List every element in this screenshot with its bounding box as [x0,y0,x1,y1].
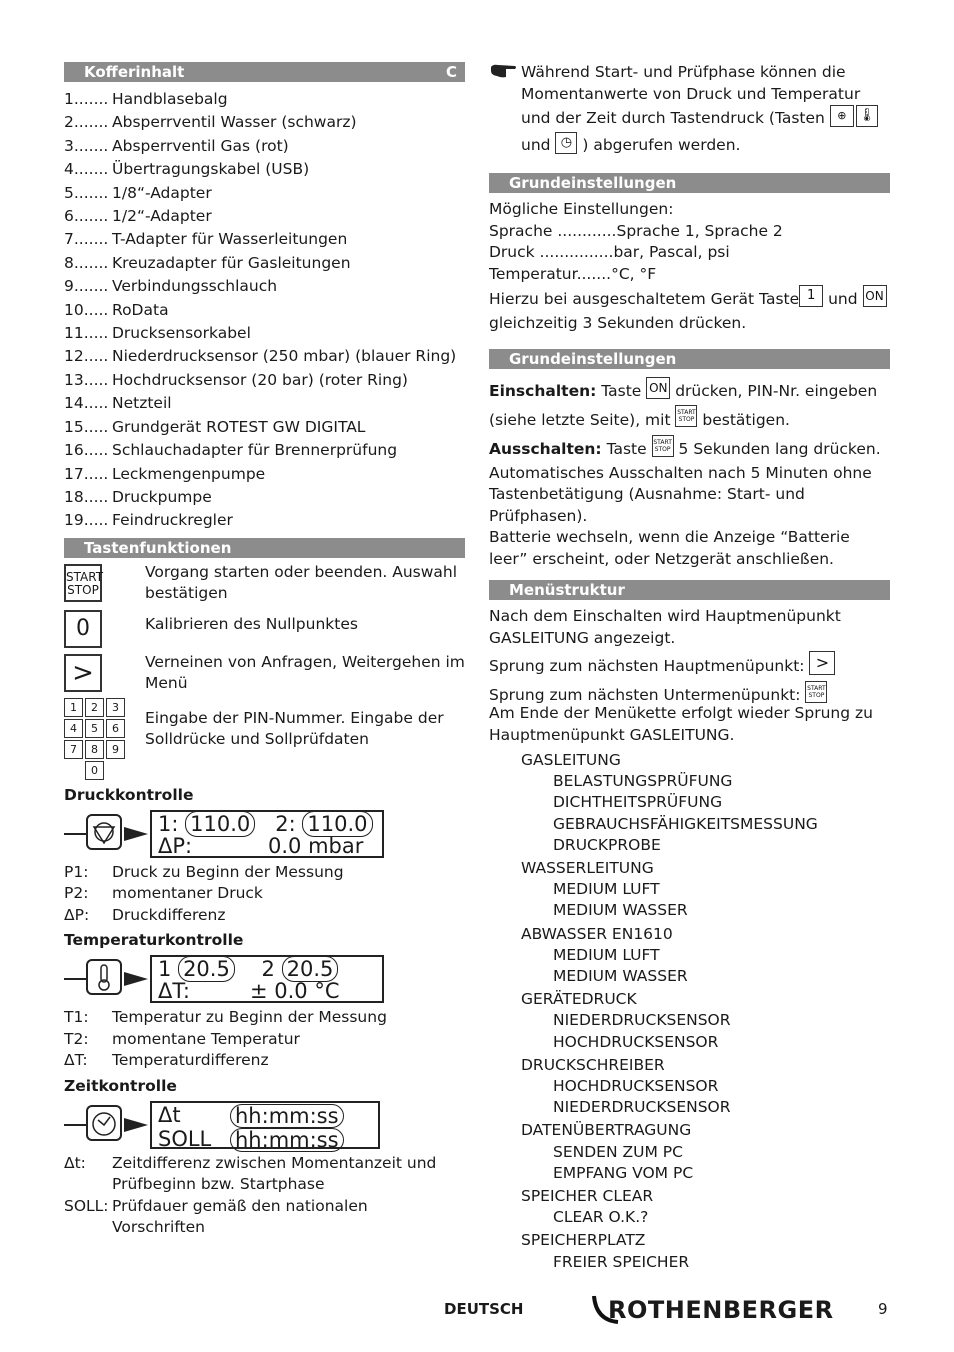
setting-row [489,264,890,286]
menu-item: DATENÜBERTRAGUNG [521,1121,692,1140]
list-item [64,252,465,275]
menu-block [489,606,890,1273]
item-number: 19..... [64,511,109,530]
lcd-value: 0.0 mbar [268,833,364,858]
menu-item: ABWASSER EN1610 [521,924,673,943]
item-number: 15..... [64,417,109,436]
text-line: GASLEITUNG angezeigt. [489,628,676,647]
item-text: Feindruckregler [112,511,233,530]
setting-value: Sprache 1, Sprache 2 [616,221,783,240]
definition-key: P2: [64,884,89,903]
pressure-icon [86,814,122,850]
text: drücken, PIN-Nr. eingeben [675,381,878,400]
item-text: Kreuzadapter für Gasleitungen [112,253,351,272]
setting-key: Sprache ............ [489,221,617,240]
note-line [521,132,890,159]
item-number: 6....... [64,207,109,226]
lcd-value: 20.5 [282,956,339,982]
submenu-item: SENDEN ZUM PC [553,1142,683,1161]
menu-group [489,1230,890,1272]
list-item [64,392,465,415]
definition-key: ΔT: [64,1051,88,1070]
text: bestätigen. [702,410,790,429]
menu-item: DRUCKSCHREIBER [521,1055,665,1074]
item-text: Leckmengenpumpe [112,464,266,483]
druckkontrolle-heading: Druckkontrolle [64,785,194,804]
definition-row [64,862,465,884]
left-column [64,62,465,1239]
submenu-item: EMPFANG VOM PC [553,1163,694,1182]
key-function-text: Vorgang starten oder beenden. Auswahl bestätigen [145,562,458,602]
item-text: Absperrventil Gas (rot) [112,136,289,155]
lcd-value: hh:mm:ss [230,1128,344,1152]
submenu-item: NIEDERDRUCKSENSOR [553,1011,731,1030]
key-function-text: Kalibrieren des Nullpunktes [145,614,358,633]
footer-language: DEUTSCH [444,1300,524,1318]
definition-key: Δt: [64,1153,86,1172]
text-line: Tastenbetätigung (Ausnahme: Start- und [489,485,805,503]
note-line: Während Start- und Prüfphase können die [521,63,846,81]
key-function-text: Verneinen von Anfragen, Weitergehen im Menü [145,652,465,692]
text-line: gleichzeitig 3 Sekunden drücken. [489,314,747,332]
item-text: RoData [112,300,169,319]
einschalten-block [489,377,890,571]
section-header-grundeinstellungen-2 [489,349,890,369]
item-number: 13..... [64,370,109,389]
text-line: Am Ende der Menükette erfolgt wieder Sprung zu [489,704,873,722]
submenu-item: MEDIUM WASSER [553,967,688,986]
tastenfunktionen-list [64,564,465,780]
definition-text: Temperatur zu Beginn der Messung [112,1008,387,1027]
item-number: 8....... [64,253,109,272]
clock-key-icon: ◷ [555,132,577,154]
item-text: Netzteil [112,394,172,413]
keypad-key: 9 [106,740,125,759]
list-item [64,299,465,322]
definition-text: momentaner Druck [112,884,263,903]
definition-row [64,1007,465,1029]
definition-key: P1: [64,862,89,881]
text-line: Mögliche Einstellungen: [489,200,674,218]
keypad-key: 1 [64,698,83,717]
item-number: 14..... [64,394,109,413]
item-number: 1....... [64,90,109,108]
definition-row [64,1153,465,1196]
list-item [64,88,465,111]
lcd-label: ΔP: [158,833,193,858]
grundeinstellungen-block [489,199,890,335]
item-text: Hochdrucksensor (20 bar) (roter Ring) [112,370,408,389]
menu-tree [489,750,890,1273]
list-item [64,439,465,462]
page-number: 9 [878,1300,888,1318]
item-number: 16..... [64,441,109,460]
pressure-display [64,810,465,862]
zeitkontrolle-heading: Zeitkontrolle [64,1076,177,1095]
brand-logo [598,1296,834,1324]
hint-text: Hierzu bei ausgeschaltetem Gerät Taste [489,290,800,308]
text-line: Prüfphasen). [489,506,588,525]
kofferinhalt-list [64,88,465,533]
list-item [64,322,465,345]
item-number: 11..... [64,324,109,343]
start-stop-key-icon: START STOP [652,435,674,457]
text-line [489,285,890,313]
item-text: T-Adapter für Wasserleitungen [112,230,348,249]
list-item [64,111,465,134]
definition-text: Druckdifferenz [112,905,226,924]
temp-definitions [64,1007,465,1072]
note-text: und [521,136,551,154]
key-function-row [64,610,465,654]
menu-item: SPEICHERPLATZ [521,1231,646,1250]
start-stop-key-icon: START STOP [675,405,697,427]
time-lcd [150,1101,380,1152]
druck-definitions [64,862,465,927]
item-number: 5....... [64,183,109,202]
note-text: ) abgerufen werden. [582,136,741,154]
definition-row [64,1196,465,1239]
menu-item: GASLEITUNG [521,751,621,769]
menu-group [489,1120,890,1184]
text: Taste [606,439,647,458]
lcd-label: 1: [158,811,179,836]
text: 5 Sekunden lang drücken. [678,439,881,458]
next-key-icon: > [809,651,835,675]
menu-item: GERÄTEDRUCK [521,990,637,1009]
definition-row [64,1050,465,1072]
temperature-display [64,955,465,1007]
item-number: 7....... [64,230,109,249]
section-title: Grundeinstellungen [509,174,677,192]
section-header-tastenfunktionen [64,538,465,558]
menu-group [489,750,890,856]
setting-key: Temperatur....... [489,264,612,283]
item-text: 1/2“-Adapter [112,207,212,226]
temperaturkontrolle-heading: Temperaturkontrolle [64,931,244,950]
item-text: Handblasebalg [112,90,228,108]
item-text: Druckpumpe [112,487,212,506]
menu-group [489,1055,890,1119]
text-line: Automatisches Ausschalten nach 5 Minuten ohne [489,463,872,482]
page-footer [0,1296,954,1336]
definition-key: SOLL: [64,1196,109,1215]
submenu-item: BELASTUNGSPRÜFUNG [553,772,733,791]
item-number: 10..... [64,300,109,319]
zeit-definitions [64,1153,465,1239]
definition-key: T2: [64,1029,89,1048]
item-text: Schlauchadapter für Brennerprüfung [112,441,398,460]
key-function-row [64,564,465,610]
list-item [64,416,465,439]
submenu-item: DICHTHEITSPRÜFUNG [553,793,723,812]
setting-key: Druck ............... [489,243,614,261]
keypad-key: 5 [85,719,104,738]
definition-text: Temperaturdifferenz [112,1051,269,1070]
brand-name: ROTHENBERGER [608,1296,834,1324]
text: (siehe letzte Seite), mit [489,410,671,429]
section-header-grundeinstellungen [489,173,890,193]
section-title: Grundeinstellungen [509,349,677,368]
menu-group [489,1186,890,1228]
lcd-value: 110.0 [302,811,372,837]
zero-key-icon: 0 [64,610,102,648]
keypad-key: 8 [85,740,104,759]
setting-row [489,221,890,243]
keypad-key: 0 [85,761,104,780]
text: Taste [601,381,642,400]
menu-group [489,989,890,1053]
item-number: 17..... [64,464,109,483]
submenu-item: MEDIUM LUFT [553,880,660,899]
lcd-value: 110.0 [185,811,255,837]
thermometer-key-icon: 🌡 [856,105,878,127]
lcd-value: 20.5 [178,956,235,982]
pressure-lcd [150,810,384,858]
list-item [64,135,465,158]
text-line: leer” erscheint, oder Netzgerät anschließen. [489,549,834,568]
text-line: Hauptmenüpunkt GASLEITUNG. [489,725,735,744]
submenu-item: MEDIUM WASSER [553,901,688,920]
item-text: Absperrventil Wasser (schwarz) [112,113,357,132]
text-line: Nach dem Einschalten wird Hauptmenüpunkt [489,607,841,625]
submenu-item: CLEAR O.K.? [553,1208,649,1227]
item-text: Grundgerät ROTEST GW DIGITAL [112,417,366,436]
thermometer-icon [86,959,122,995]
lcd-value: ± 0.0 °C [250,979,340,1004]
keypad-key: 7 [64,740,83,759]
list-item [64,275,465,298]
menu-item: WASSERLEITUNG [521,859,654,878]
section-title: Tastenfunktionen [84,538,232,557]
right-column [489,62,890,1275]
section-tag: C [445,63,457,81]
item-number: 12..... [64,347,109,366]
item-number: 4....... [64,160,109,179]
section-title: Menüstruktur [509,581,625,599]
menu-item: SPEICHER CLEAR [521,1187,654,1206]
lcd-label: ΔT: [158,979,190,1004]
clock-icon [86,1105,122,1141]
list-item [64,205,465,228]
temperature-lcd [150,955,384,1003]
definition-text: Zeitdifferenz zwischen Momentanzeit und Prüfbeginn bzw. Startphase [112,1153,437,1194]
list-item [64,182,465,205]
submenu-item: NIEDERDRUCKSENSOR [553,1098,731,1117]
definition-text: Prüfdauer gemäß den nationalen Vorschriften [112,1196,368,1237]
lcd-label: 2: [275,811,296,836]
note-text: und der Zeit durch Tastendruck (Tasten [521,109,825,127]
lcd-label: SOLL [158,1126,212,1151]
section-header-kofferinhalt [64,62,465,82]
keypad-key: 2 [85,698,104,717]
next-key-icon: > [64,654,102,692]
item-text: Verbindungsschlauch [112,277,278,296]
key-1-icon: 1 [799,285,823,307]
list-item [64,369,465,392]
item-number: 18..... [64,487,109,506]
list-item [64,345,465,368]
list-item [64,228,465,251]
text-line [489,435,890,463]
submenu-item: HOCHDRUCKSENSOR [553,1077,719,1096]
note-block [489,62,890,159]
keypad-key: 6 [106,719,125,738]
key-function-text: Eingabe der PIN-Nummer. Eingabe der Solldrücke und Sollprüfdaten [145,708,444,748]
item-text: 1/8“-Adapter [112,183,212,202]
menu-group [489,924,890,988]
lcd-label: Δt [158,1102,181,1127]
text-line [489,651,890,681]
on-key-icon: ON [863,285,887,307]
list-item [64,509,465,532]
lcd-label: 2 [261,957,275,982]
item-number: 9....... [64,277,109,296]
section-header-menuestruktur [489,580,890,600]
text-line [489,377,890,405]
definition-text: Druck zu Beginn der Messung [112,862,344,881]
text: Sprung zum nächsten Untermenüpunkt: [489,686,801,704]
lcd-label: 1 [158,957,172,982]
setting-value: bar, Pascal, psi [613,243,730,261]
menu-group [489,858,890,922]
submenu-item: HOCHDRUCKSENSOR [553,1032,719,1051]
submenu-item: GEBRAUCHSFÄHIGKEITSMESSUNG [553,814,818,833]
submenu-item: FREIER SPEICHER [553,1252,690,1271]
section-title: Kofferinhalt [84,63,185,81]
hint-text: und [828,290,858,308]
definition-text: momentane Temperatur [112,1029,300,1048]
item-text: Drucksensorkabel [112,324,251,343]
list-item [64,158,465,181]
key-function-row [64,698,465,780]
definition-row [64,1029,465,1051]
on-key-icon: ON [646,377,670,399]
submenu-item: MEDIUM LUFT [553,945,660,964]
note-line [521,105,890,132]
time-display [64,1101,465,1153]
start-stop-key-icon: START STOP [805,681,827,703]
text-line: Batterie wechseln, wenn die Anzeige “Batterie [489,528,850,546]
pressure-key-icon: ⊕ [830,105,854,127]
key-function-row [64,654,465,698]
bold-label: Ausschalten: [489,439,602,458]
start-stop-key-icon: START STOP [64,564,102,602]
setting-value: °C, °F [611,264,657,283]
item-text: Niederdrucksensor (250 mbar) (blauer Ring) [112,347,457,366]
settings-list [489,221,890,286]
text: Sprung zum nächsten Hauptmenüpunkt: [489,657,805,675]
lcd-value: hh:mm:ss [230,1104,344,1128]
keypad-key: 3 [106,698,125,717]
definition-key: T1: [64,1008,89,1027]
definition-row [64,905,465,927]
note-line: Momentanwerte von Druck und Temperatur [521,84,861,103]
list-item [64,486,465,509]
keypad-icon [64,698,125,780]
item-number: 3....... [64,136,109,155]
setting-row [489,242,890,264]
definition-key: ΔP: [64,905,90,924]
list-item [64,463,465,486]
item-number: 2....... [64,113,109,132]
text-line [489,405,890,435]
submenu-item: DRUCKPROBE [553,835,661,854]
keypad-key: 4 [64,719,83,738]
definition-row [64,883,465,905]
bold-label: Einschalten: [489,381,597,400]
item-text: Übertragungskabel (USB) [112,160,310,179]
pointing-hand-icon [489,63,517,83]
